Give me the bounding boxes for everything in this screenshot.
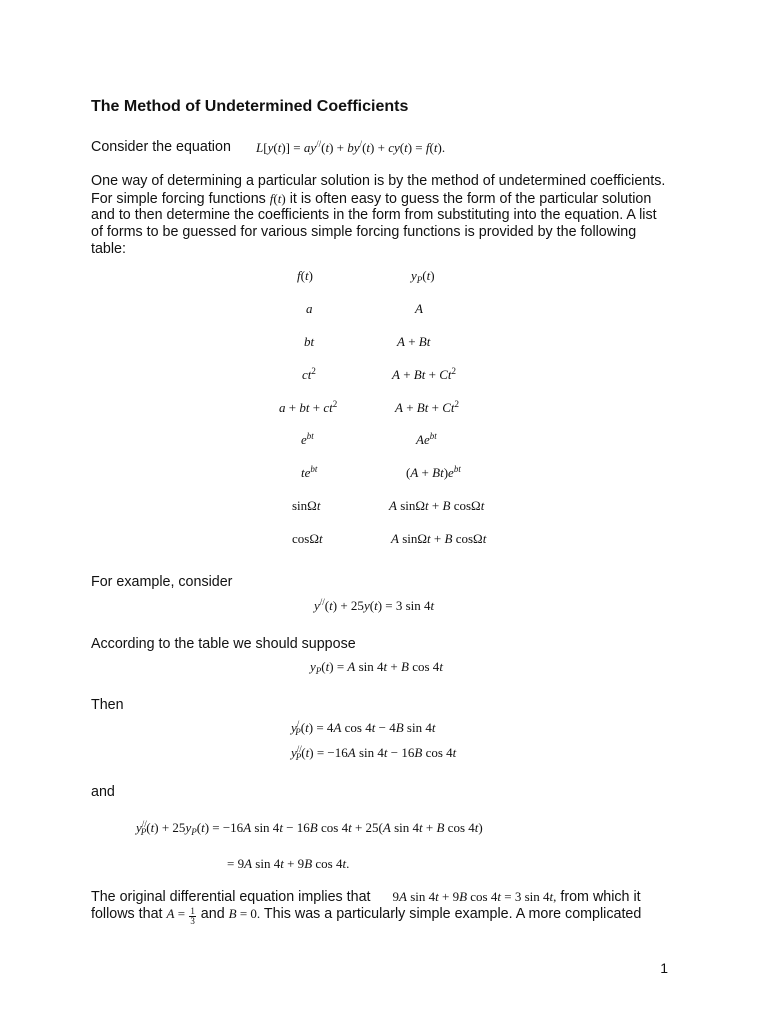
paragraph-line: table:: [91, 241, 126, 257]
table-cell-f: a + bt + $ct^2$: [279, 399, 338, 415]
table-cell-y: $A + Bt + Ct^2$: [395, 399, 459, 415]
table-cell-f: $ct^2$: [302, 366, 316, 382]
table-cell-y: $Ae^{bt}$: [416, 431, 437, 447]
table-cell-y: A: [415, 301, 423, 316]
table-header-yp: $y_P(t)$: [411, 268, 435, 285]
page-number: 1: [660, 960, 668, 976]
table-header-f: f(t): [297, 268, 313, 283]
sum-equation-line1: $y^{//}_P(t) + 25y_P(t) = -16A$ sin 4t − 16B cos 4t + 25(A sin 4t + B cos 4t): [136, 819, 483, 837]
table-cell-y: $(A + Bt)e^{bt}$: [406, 464, 461, 480]
table-cell-f: bt: [304, 334, 315, 349]
table-cell-y: A sinΩt + B cosΩt: [389, 498, 485, 513]
table-cell-y: A + Bt: [397, 334, 431, 349]
table-cell-f: sinΩt: [292, 498, 321, 513]
main-equation: L[y(t)] = ay//(t) + by/(t) + cy(t) = f(t).: [256, 139, 446, 155]
then-label: Then: [91, 697, 124, 713]
final-line2: follows that A = $\frac{1}{3}$ and B = 0. This was a particularly simple example. A more complicated: [91, 906, 642, 926]
table-cell-y: $A + Bt + Ct^2$: [392, 366, 456, 382]
paragraph-line: One way of determining a particular solution is by the method of undetermined coefficients.: [91, 173, 666, 189]
table-cell-f: a: [306, 301, 313, 316]
table-cell-f: cosΩt: [292, 531, 323, 546]
for-example-text: For example, consider: [91, 574, 233, 590]
table-cell-y: A sinΩt + B cosΩt: [391, 531, 487, 546]
paragraph-line: For simple forcing functions f(t) it is often easy to guess the form of the particular solution: [91, 191, 652, 207]
paragraph-line: and to then determine the coefficients in the form from substituting into the equation. A list: [91, 207, 657, 223]
table-cell-f: $te^{bt}$: [301, 464, 318, 480]
according-text: According to the table we should suppose: [91, 636, 356, 652]
paragraph-line: of forms to be guessed for various simple forcing functions is provided by the following: [91, 224, 637, 240]
consider-label: Consider the equation: [91, 139, 231, 155]
page-title: The Method of Undetermined Coefficients: [91, 98, 409, 115]
and-label: and: [91, 784, 115, 800]
suppose-equation: $y_P(t) = A$ sin 4t + B cos 4t: [310, 659, 443, 676]
sum-equation-line2: = 9A sin 4t + 9B cos 4t.: [227, 856, 350, 871]
final-line1: The original differential equation implies that 9A sin 4t + 9B cos 4t = 3 sin 4t, from which it: [91, 889, 641, 905]
table-cell-f: $e^{bt}$: [301, 431, 314, 447]
first-derivative: $y^/_P(t) = 4A$ cos 4t − 4B sin 4t: [291, 719, 436, 737]
second-derivative: $y^{//}_P(t) = -16A$ sin 4t − 16B cos 4t: [291, 744, 457, 762]
example-equation: y//(t) + 25y(t) = 3 sin 4t: [314, 597, 435, 613]
